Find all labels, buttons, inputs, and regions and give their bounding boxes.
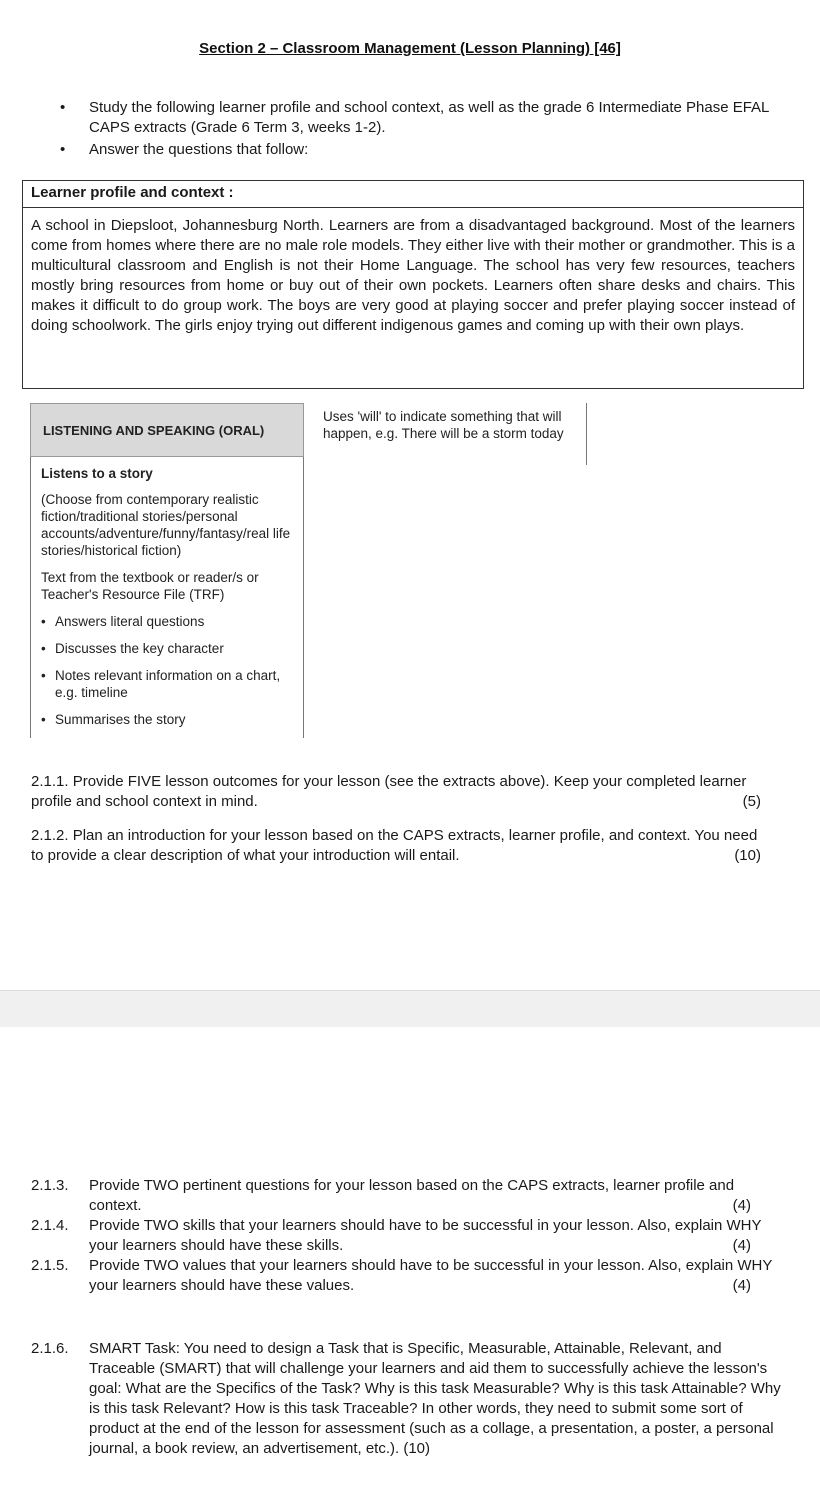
caps-source: Text from the textbook or reader/s or Teacher's Resource File (TRF) bbox=[41, 570, 259, 602]
caps-side-note: Uses 'will' to indicate something that will happen, e.g. There will be a storm today bbox=[323, 409, 564, 441]
instructions-list bbox=[60, 98, 800, 162]
bullet-icon: • bbox=[60, 141, 66, 158]
question-number: 2.1.3. bbox=[31, 1177, 69, 1194]
bullet-icon: • bbox=[41, 614, 46, 629]
section-title: Section 2 – Classroom Management (Lesson Planning) [46] bbox=[199, 40, 621, 57]
question-2-1-4 bbox=[89, 1216, 789, 1256]
divider bbox=[586, 403, 587, 465]
list-item: • Notes relevant information on a chart, e.g. timeline bbox=[41, 668, 281, 700]
question-mark: (10) bbox=[734, 847, 761, 864]
question-mark: (4) bbox=[732, 1197, 751, 1214]
learner-profile-box bbox=[22, 180, 804, 389]
caps-extract-table bbox=[30, 403, 304, 738]
bullet-icon: • bbox=[60, 99, 66, 116]
learner-profile-heading: Learner profile and context : bbox=[23, 181, 803, 208]
instruction-item: • Study the following learner profile and school context, as well as the grade 6 Intermediate Phase EFAL CAPS extracts (Grade 6 Term 3, weeks 1-2). bbox=[60, 99, 769, 136]
caps-table-header: LISTENING AND SPEAKING (ORAL) bbox=[30, 403, 304, 457]
list-item: • Summarises the story bbox=[41, 712, 186, 727]
list-item: • Answers literal questions bbox=[41, 614, 205, 629]
caps-subheading: Listens to a story bbox=[41, 466, 153, 481]
question-text: Provide TWO skills that your learners should have to be successful in your lesson. Also, explain WHY your learners should have these skills. bbox=[89, 1217, 762, 1254]
question-number: 2.1.6. bbox=[31, 1340, 69, 1357]
question-text: Provide TWO pertinent questions for your lesson based on the CAPS extracts, learner profile and context. bbox=[89, 1177, 735, 1214]
question-number: 2.1.1. bbox=[31, 773, 69, 790]
question-2-1-6 bbox=[89, 1339, 789, 1459]
question-text: SMART Task: You need to design a Task that is Specific, Measurable, Attainable, Relevant, and Traceable (SMART) that will challenge your learners and aid them to successfully achieve the lesson's goal: What are the Specifics of the Task? Why is this task Measurable? Why is this task Attainable? Why is this task Relevant? How is this task Traceable? In other words, they need to submit some sort of product at the end of the lesson for assessment (such as a collage, a presentation, a poster, a personal journal, a book review, an advertisement, etc.). (10) bbox=[89, 1340, 781, 1457]
caps-genres: (Choose from contemporary realistic fiction/traditional stories/personal accounts/adventure/funny/fantasy/real life stories/historical fiction) bbox=[41, 492, 291, 558]
question-mark: (5) bbox=[742, 793, 761, 810]
question-mark: (4) bbox=[732, 1237, 751, 1254]
question-number: 2.1.2. bbox=[31, 827, 69, 844]
bullet-icon: • bbox=[41, 641, 46, 656]
question-number: 2.1.5. bbox=[31, 1257, 69, 1274]
question-text: Provide FIVE lesson outcomes for your lesson (see the extracts above). Keep your completed learner profile and school context in mind. bbox=[31, 773, 747, 810]
bullet-icon: • bbox=[41, 668, 46, 683]
question-2-1-3 bbox=[89, 1176, 789, 1216]
instruction-item: • Answer the questions that follow: bbox=[60, 141, 309, 158]
list-item: • Discusses the key character bbox=[41, 641, 224, 656]
question-2-1-1 bbox=[31, 772, 761, 812]
question-text: Provide TWO values that your learners should have to be successful in your lesson. Also, explain WHY your learners should have these values. bbox=[89, 1257, 773, 1294]
page-break bbox=[0, 990, 820, 1028]
question-2-1-2 bbox=[31, 826, 761, 866]
caps-table-body bbox=[30, 457, 304, 738]
question-mark: (4) bbox=[732, 1277, 751, 1294]
learner-profile-text: A school in Diepsloot, Johannesburg North. Learners are from a disadvantaged background. Most of the learners come from homes where there are no male role models. They either live with their mother or grandmother. This is a multicultural classroom and English is not their Home Language. The school has very few resources, teachers mostly bring resources from home or buy out of their own pockets. Learners often share desks and chairs. This makes it difficult to do group work. The boys are very good at playing soccer and prefer playing soccer instead of doing schoolwork. The girls enjoy trying out different indigenous games and coming up with their own plays. bbox=[31, 217, 795, 334]
bullet-icon: • bbox=[41, 712, 46, 727]
caps-items-list bbox=[41, 613, 295, 728]
question-number: 2.1.4. bbox=[31, 1217, 69, 1234]
question-text: Plan an introduction for your lesson based on the CAPS extracts, learner profile, and context. You need to provide a clear description of what your introduction will entail. bbox=[31, 827, 758, 864]
question-2-1-5 bbox=[89, 1256, 789, 1296]
